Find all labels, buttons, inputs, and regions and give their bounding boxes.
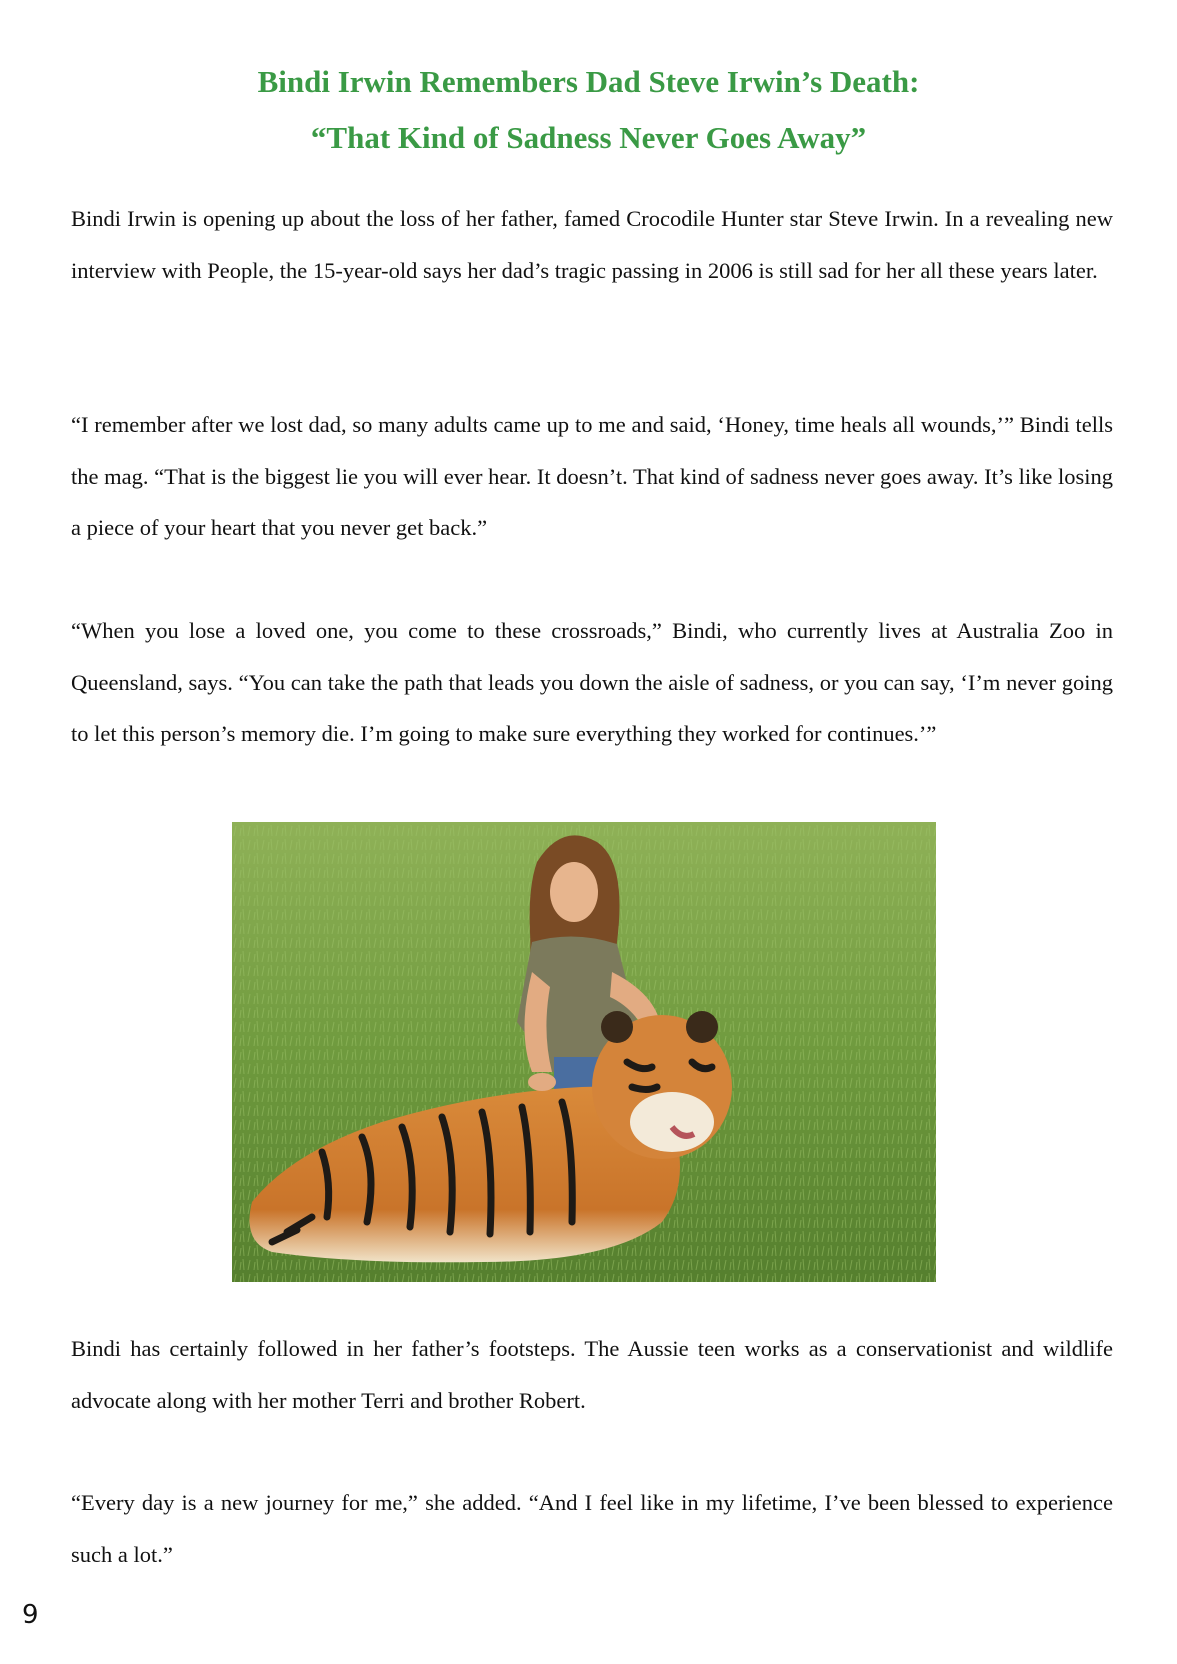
paragraph-5: “Every day is a new journey for me,” she added. “And I feel like in my lifetime, I’ve been blessed to experience such a lot.” [71,1490,1113,1567]
girl-with-tiger-photo [232,822,936,1282]
paragraph-2: “I remember after we lost dad, so many adults came up to me and said, ‘Honey, time heals all wounds,’” Bindi tells the mag. “That is the biggest lie you will ever hear. It doesn’t. That kind of sadness never goes away. It’s like losing a piece of your heart that you never get back.” [71,412,1113,540]
article-title-line-2: “That Kind of Sadness Never Goes Away” [310,120,867,155]
paragraph-4: Bindi has certainly followed in her father’s footsteps. The Aussie teen works as a conservationist and wildlife advocate along with her mother Terri and brother Robert. [71,1336,1113,1413]
page-number: 9 [22,1600,39,1630]
article-title-line-1: Bindi Irwin Remembers Dad Steve Irwin’s Death: [257,64,920,99]
paragraph-1: Bindi Irwin is opening up about the loss of her father, famed Crocodile Hunter star Steve Irwin. In a revealing new interview with People, the 15-year-old says her dad’s tragic passing in 2006 is still sad for her all these years later. [71,206,1113,283]
article-title [0,54,1177,166]
paragraph-3: “When you lose a loved one, you come to these crossroads,” Bindi, who currently lives at Australia Zoo in Queensland, says. “You can take the path that leads you down the aisle of sadness, or you can say, ‘I’m never going to let this person’s memory die. I’m going to make sure everything they worked for continues.’” [71,618,1113,746]
